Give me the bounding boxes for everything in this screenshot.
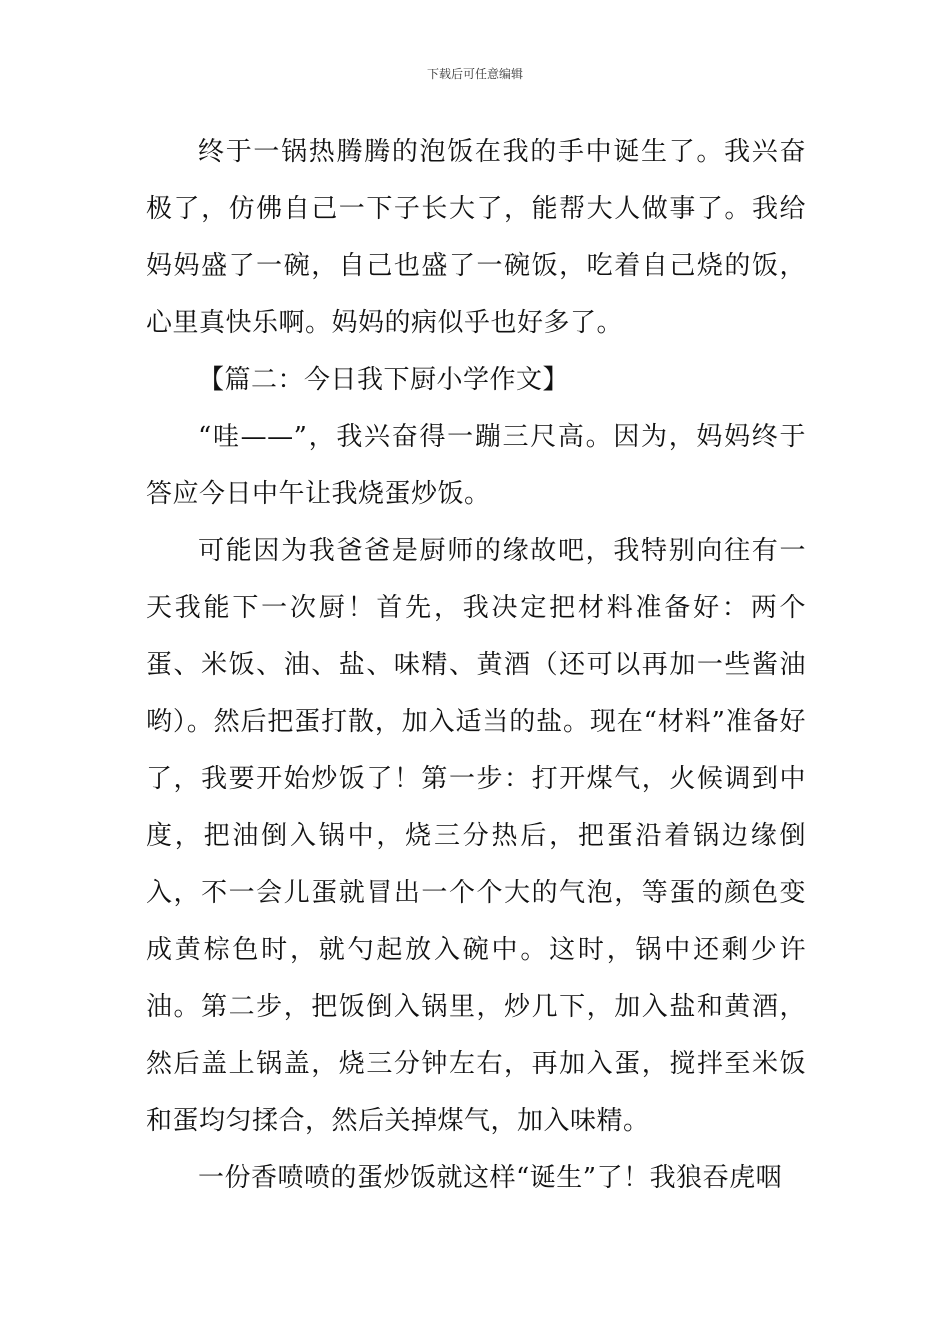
- paragraph-cooking-steps: 可能因为我爸爸是厨师的缘故吧，我特别向往有一天我能下一次厨！首先，我决定把材料准备好：两个蛋、米饭、油、盐、味精、黄酒（还可以再加一些酱油哟）。然后把蛋打散，加入适当的盐。现在“材料”准备好了，我要开始炒饭了！第一步：打开煤气，火候调到中度，把油倒入锅中，烧三分热后，把蛋沿着锅边缘倒入，不一会儿蛋就冒出一个个大的气泡，等蛋的颜色变成黄棕色时，就勺起放入碗中。这时，锅中还剩少许油。第二步，把饭倒入锅里，炒几下，加入盐和黄酒，然后盖上锅盖，烧三分钟左右，再加入蛋，搅拌至米饭和蛋均匀揉合，然后关掉煤气，加入味精。: [146, 536, 806, 1136]
- paragraph-result: 一份香喷喷的蛋炒饭就这样“诞生”了！我狼吞虎咽: [198, 1163, 783, 1193]
- paragraph-ending-story: 终于一锅热腾腾的泡饭在我的手中诞生了。我兴奋极了，仿佛自己一下子长大了，能帮大人做事了。我给妈妈盛了一碗，自己也盛了一碗饭，吃着自己烧的饭，心里真快乐啊。妈妈的病似乎也好多了。: [146, 137, 806, 338]
- paragraph-intro: “哇——”，我兴奋得一蹦三尺高。因为，妈妈终于答应今日中午让我烧蛋炒饭。: [146, 422, 806, 509]
- section-heading: 【篇二：今日我下厨小学作文】: [198, 365, 570, 395]
- page-header: 下载后可任意编辑: [426, 67, 523, 81]
- document-body: [146, 124, 806, 1207]
